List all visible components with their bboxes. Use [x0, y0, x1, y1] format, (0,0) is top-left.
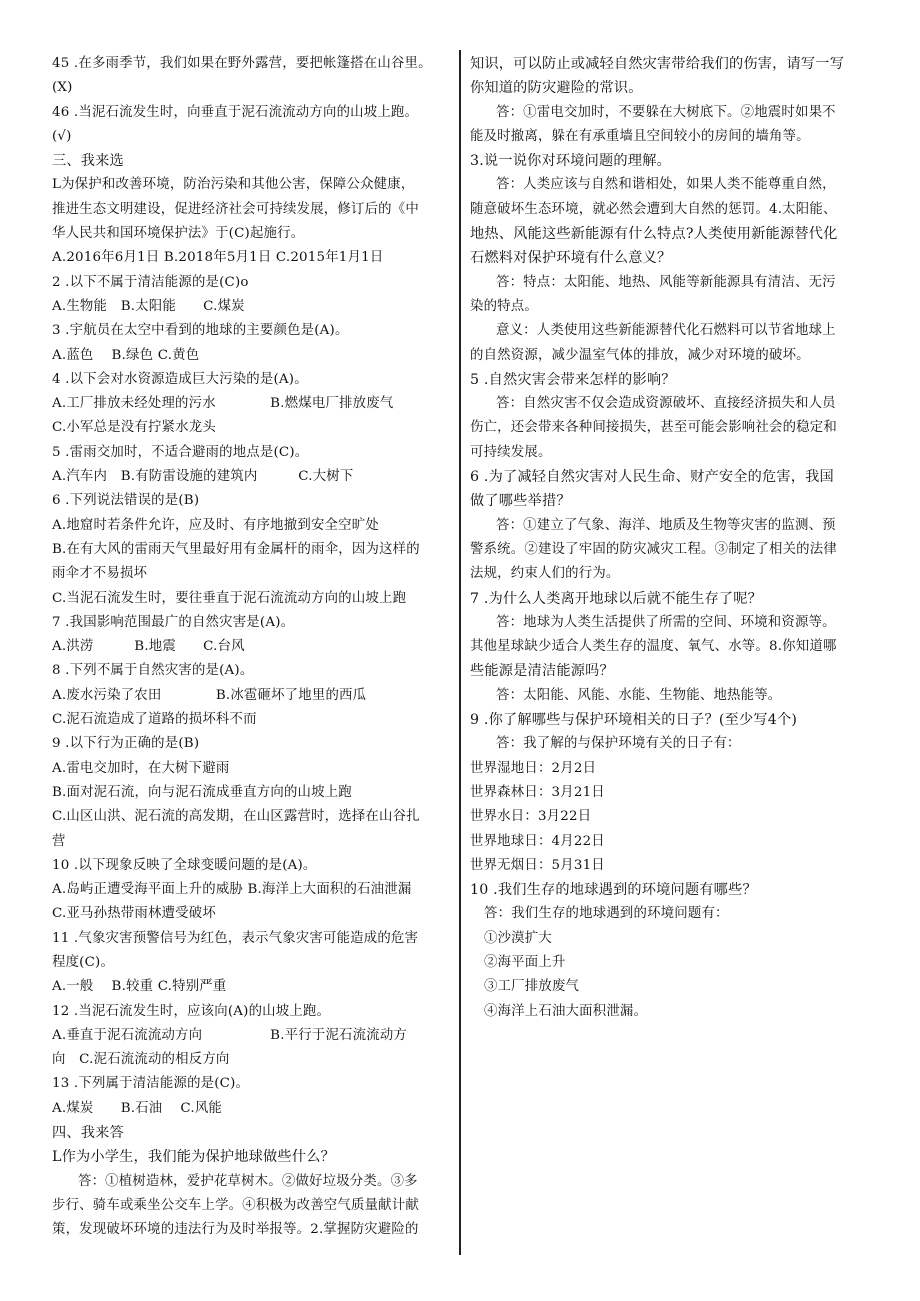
question-line: 知识，可以防止或减轻自然灾害带给我们的伤害，请写一写 [470, 56, 845, 72]
answer-line: 策，发现破坏环境的违法行为及时举报等。2.掌握防灾避险的 [52, 1222, 419, 1238]
list-item: ②海平面上升 [484, 954, 566, 970]
question-line: 地热、风能这些新能源有什么特点?人类使用新能源替代化 [470, 226, 838, 243]
option-line: C.泥石流造成了道路的损坏科不而 [52, 712, 257, 728]
question-line: 11 .气象灾害预警信号为红色，表示气象灾害可能造成的危害 [52, 930, 419, 946]
question-line: 3 .宇航员在太空中看到的地球的主要颜色是(A)。 [52, 323, 349, 339]
option-line: 向 C.泥石流流动的相反方向 [52, 1052, 230, 1068]
option-line: A.汽车内 B.有防雷设施的建筑内 C.大树下 [52, 469, 354, 485]
section-heading: 四、我来答 [52, 1125, 124, 1142]
question-line: 6 .下列说法错误的是(B) [52, 493, 200, 509]
option-line: B.在有大风的雷雨天气里最好用有金属杆的雨伞，因为这样的 [52, 541, 420, 557]
option-line: A.煤炭 B.石油 C.风能 [52, 1100, 223, 1116]
question-line: 5 .雷雨交加时，不适合避雨的地点是(C)。 [52, 444, 309, 460]
answer-line: 能及时撤离，躲在有承重墙且空间较小的房间的墙角等。 [470, 128, 810, 144]
option-line: B.面对泥石流，向与泥石流成垂直方向的山坡上跑 [52, 784, 352, 800]
list-item: 世界森林日：3月21日 [470, 784, 605, 800]
option-line: A.一般 B.较重 C.特别严重 [52, 979, 227, 995]
answer-line: 答：特点：太阳能、地热、风能等新能源具有清洁、无污 [496, 274, 836, 290]
option-line: A.工厂排放未经处理的污水 B.燃煤电厂排放废气 [52, 396, 394, 412]
question-line: 4 .以下会对水资源造成巨大污染的是(A)。 [52, 371, 308, 387]
question-line: 12 .当泥石流发生时，应该向(A)的山坡上跑。 [52, 1003, 331, 1019]
list-item: 世界水日：3月22日 [470, 809, 592, 825]
question-line: 9 .你了解哪些与保护环境相关的日子？(至少写4个) [470, 712, 798, 729]
answer-line: 染的特点。 [470, 298, 538, 314]
answer-mark: (X) [52, 80, 73, 96]
question-line: L作为小学生，我们能为保护地球做些什么？ [52, 1149, 335, 1166]
answer-line: 的自然资源，减少温室气体的排放，减少对环境的破坏。 [470, 347, 810, 363]
question-line: 45 .在多雨季节，我们如果在野外露营，要把帐篷搭在山谷里。 [52, 56, 432, 71]
question-line: 6 .为了减轻自然灾害对人民生命、财产安全的危害，我国 [470, 469, 834, 486]
question-line: 7 .为什么人类离开地球以后就不能生存了呢？ [470, 590, 763, 607]
section-heading: 三、我来选 [52, 153, 124, 170]
question-line: 些能源是清洁能源吗？ [470, 663, 614, 680]
list-item: 世界地球日：4月22日 [470, 833, 605, 849]
answer-line: 随意破坏生态环境，就必然会遭到大自然的惩罚。4.太阳能、 [470, 201, 837, 217]
question-line: 石燃料对保护环境有什么意义？ [470, 250, 672, 267]
answer-line: 答：①雷电交加时，不要躲在大树底下。②地震时如果不 [496, 104, 836, 120]
answer-line: 伤亡，还会带来各种间接损失，甚至可能会影响社会的稳定和 [470, 420, 837, 436]
answer-line: 答：我了解的与保护环境有关的日子有： [496, 736, 741, 752]
answer-mark: (√) [52, 128, 72, 144]
option-line: A.岛屿正遭受海平面上升的威胁 B.海洋上大面积的石油泄漏 [52, 882, 412, 898]
question-line: 10 .以下现象反映了全球变暖问题的是(A)。 [52, 857, 317, 873]
answer-line: 答：①植树造林，爱护花草树木。②做好垃圾分类。③多 [78, 1173, 418, 1189]
option-line: A.2016年6月1日 B.2018年5月1日 C.2015年1月1日 [52, 250, 384, 266]
left-column [52, 52, 452, 1243]
option-line: A.垂直于泥石流流动方向 B.平行于泥石流流动方 [52, 1027, 407, 1043]
question-line: 10 .我们生存的地球遇到的环境问题有哪些？ [470, 882, 757, 899]
answer-line: 意义：人类使用这些新能源替代化石燃料可以节省地球上 [496, 323, 836, 339]
question-line: L为保护和改善环境，防治污染和其他公害，保障公众健康， [52, 177, 415, 193]
answer-line: 答：地球为人类生活提供了所需的空间、环境和资源等。 [496, 614, 836, 630]
option-line: C.山区山洪、泥石流的高发期，在山区露营时，选择在山谷扎 [52, 809, 420, 825]
question-line: 华人民共和国环境保护法》于(C)起施行。 [52, 226, 305, 242]
question-line: 推进生态文明建设，促进经济社会可持续发展，修订后的《中 [52, 201, 419, 217]
answer-line: 答：太阳能、风能、水能、生物能、地热能等。 [496, 687, 782, 703]
answer-line: 可持续发展。 [470, 444, 552, 460]
option-line: 营 [52, 833, 66, 849]
option-line: A.洪涝 B.地震 C.台风 [52, 639, 245, 655]
answer-line: 步行、骑车或乘坐公交车上学。④积极为改善空气质量献计献 [52, 1197, 419, 1213]
answer-line: 答：人类应该与自然和谐相处，如果人类不能尊重自然， [496, 177, 836, 193]
right-column [470, 52, 868, 1024]
list-item: 世界湿地日：2月2日 [470, 760, 597, 776]
question-line: 9 .以下行为正确的是(B) [52, 736, 200, 752]
list-item: ④海洋上石油大面积泄漏。 [484, 1003, 648, 1019]
option-line: A.地窟时若条件允许，应及时、有序地撤到安全空旷处 [52, 517, 379, 533]
column-divider [459, 50, 461, 1255]
answer-line: 答：我们生存的地球遇到的环境问题有： [484, 906, 729, 922]
answer-line: 警系统。②建设了牢固的防灾减灾工程。③制定了相关的法律 [470, 541, 837, 557]
question-line: 程度(C)。 [52, 954, 115, 970]
question-line: 8 .下列不属于自然灾害的是(A)。 [52, 663, 254, 679]
question-line: 你知道的防灾避险的常识。 [470, 80, 643, 97]
question-line: 7 .我国影响范围最广的自然灾害是(A)。 [52, 614, 295, 630]
list-item: ③工厂排放废气 [484, 979, 580, 995]
answer-line: 法规，约束人们的行为。 [470, 566, 620, 582]
option-line: A.生物能 B.太阳能 C.煤炭 [52, 298, 245, 314]
list-item: 世界无烟日：5月31日 [470, 857, 605, 873]
question-line: 46 .当泥石流发生时，向垂直于泥石流流动方向的山坡上跑。 [52, 104, 419, 120]
option-line: A.蓝色 B.绿色 C.黄色 [52, 347, 200, 363]
answer-line: 答：①建立了气象、海洋、地质及生物等灾害的监测、预 [496, 517, 836, 533]
question-line: 2 .以下不属于清洁能源的是(C)o [52, 274, 249, 290]
question-line: 13 .下列属于清洁能源的是(C)。 [52, 1076, 250, 1092]
option-line: C.当泥石流发生时，要往垂直于泥石流流动方向的山坡上跑 [52, 590, 407, 606]
option-line: 雨伞才不易损坏 [52, 566, 148, 582]
answer-line: 其他星球缺少适合人类生存的温度、氧气、水等。8.你知道哪 [470, 639, 837, 655]
answer-line: 答：自然灾害不仅会造成资源破坏、直接经济损失和人员 [496, 396, 836, 412]
question-line: 做了哪些举措？ [470, 493, 571, 510]
question-line: 5 .自然灾害会带来怎样的影响？ [470, 371, 676, 388]
option-line: C.亚马孙热带雨林遭受破坏 [52, 906, 216, 922]
list-item: ①沙漠扩大 [484, 930, 552, 946]
question-line: 3.说一说你对环境问题的理解。 [470, 153, 671, 170]
option-line: C.小军总是没有拧紧水龙头 [52, 420, 216, 436]
option-line: A.雷电交加时，在大树下避雨 [52, 760, 230, 776]
option-line: A.废水污染了农田 B.冰雹砸坏了地里的西瓜 [52, 687, 367, 703]
